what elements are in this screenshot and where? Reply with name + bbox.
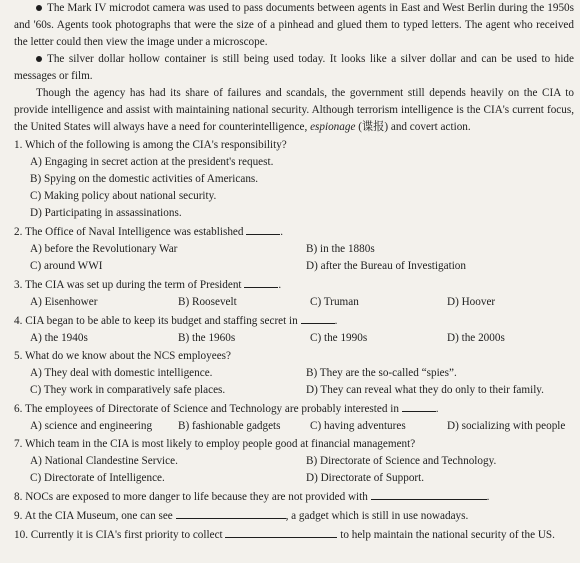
passage-bullet-1: The Mark IV microdot camera was used to pass documents between agents in East and West Berlin during the 1950s and '60s. Agents took photographs that were the size of a pinhead and glued them to typed letters. The agent who received the letter could then view the image under a microscope. [14, 2, 574, 48]
question-stem: 7. Which team in the CIA is most likely to employ people good at financial management? [14, 438, 416, 450]
question-6 [14, 400, 574, 435]
question-stem: 9. At the CIA Museum, one can see , a gadget which is still in use nowadays. [14, 507, 574, 525]
question-10 [14, 526, 574, 544]
answer-blank[interactable] [225, 526, 337, 538]
question-stem: 10. Currently it is CIA's first priority to collect to help maintain the national security of the US. [14, 526, 574, 544]
answer-blank[interactable] [176, 507, 286, 519]
answer-blank[interactable] [244, 276, 278, 288]
answer-blank[interactable] [246, 223, 280, 235]
question-5 [14, 348, 574, 399]
question-8 [14, 488, 574, 506]
answer-blank[interactable] [301, 312, 335, 324]
option-d[interactable]: D) They can reveal what they do only to their family. [306, 384, 544, 396]
question-stem: 8. NOCs are exposed to more danger to life because they are not provided with . [14, 488, 574, 506]
option-d[interactable]: D) after the Bureau of Investigation [306, 260, 466, 272]
option-a[interactable]: A) before the Revolutionary War [30, 243, 178, 255]
espionage-term: espionage [310, 121, 356, 133]
option-a[interactable]: A) science and engineering [30, 420, 153, 432]
option-b[interactable]: B) the 1960s [178, 332, 236, 344]
passage-paragraph: Though the agency has had its share of failures and scandals, the government still depends heavily on the CIA to provide intelligence and assist with maintaining national security. Although terrorism intelligence is the CIA's current focus, the United States will always have a need for counterintelligence, espionage (谍报) and covert action. [14, 87, 574, 133]
question-4 [14, 312, 574, 347]
question-7 [14, 436, 574, 487]
option-d[interactable]: D) socializing with people [447, 420, 566, 432]
passage-bullet-2: The silver dollar hollow container is still being used today. It looks like a silver dollar and can be used to hide messages or film. [14, 53, 574, 82]
answer-blank[interactable] [402, 400, 436, 412]
bullet-dot-icon [36, 5, 42, 11]
question-stem: 4. CIA began to be able to keep its budget and staffing secret in . [14, 312, 574, 330]
option-b[interactable]: B) Directorate of Science and Technology. [306, 455, 497, 467]
option-a[interactable]: A) Engaging in secret action at the president's request. [30, 156, 274, 168]
option-c[interactable]: C) Truman [310, 296, 359, 308]
option-a[interactable]: A) Eisenhower [30, 296, 98, 308]
option-d[interactable]: D) Hoover [447, 296, 496, 308]
question-stem: 1. Which of the following is among the CIA's responsibility? [14, 139, 287, 151]
question-1 [14, 137, 574, 222]
option-c[interactable]: C) around WWI [30, 260, 103, 272]
question-stem: 2. The Office of Naval Intelligence was established . [14, 223, 574, 241]
question-3 [14, 276, 574, 311]
option-c[interactable]: C) Making policy about national security. [30, 190, 217, 202]
option-b[interactable]: B) fashionable gadgets [178, 420, 281, 432]
question-stem: 3. The CIA was set up during the term of President . [14, 276, 574, 294]
option-b[interactable]: B) in the 1880s [306, 243, 375, 255]
option-b[interactable]: B) They are the so-called “spies”. [306, 367, 457, 379]
option-b[interactable]: B) Roosevelt [178, 296, 237, 308]
option-c[interactable]: C) Directorate of Intelligence. [30, 472, 165, 484]
option-a[interactable]: A) the 1940s [30, 332, 88, 344]
option-c[interactable]: C) having adventures [310, 420, 406, 432]
option-d[interactable]: D) Directorate of Support. [306, 472, 425, 484]
question-9 [14, 507, 574, 525]
question-2 [14, 223, 574, 275]
option-b[interactable]: B) Spying on the domestic activities of Americans. [30, 173, 259, 185]
option-a[interactable]: A) National Clandestine Service. [30, 455, 178, 467]
question-stem: 6. The employees of Directorate of Science and Technology are probably interested in . [14, 400, 574, 418]
option-c[interactable]: C) They work in comparatively safe places. [30, 384, 226, 396]
question-stem: 5. What do we know about the NCS employees? [14, 350, 231, 362]
option-d[interactable]: D) Participating in assassinations. [30, 207, 182, 219]
option-d[interactable]: D) the 2000s [447, 332, 505, 344]
bullet-dot-icon [36, 56, 42, 62]
answer-blank[interactable] [371, 488, 487, 500]
option-c[interactable]: C) the 1990s [310, 332, 368, 344]
option-a[interactable]: A) They deal with domestic intelligence. [30, 367, 213, 379]
